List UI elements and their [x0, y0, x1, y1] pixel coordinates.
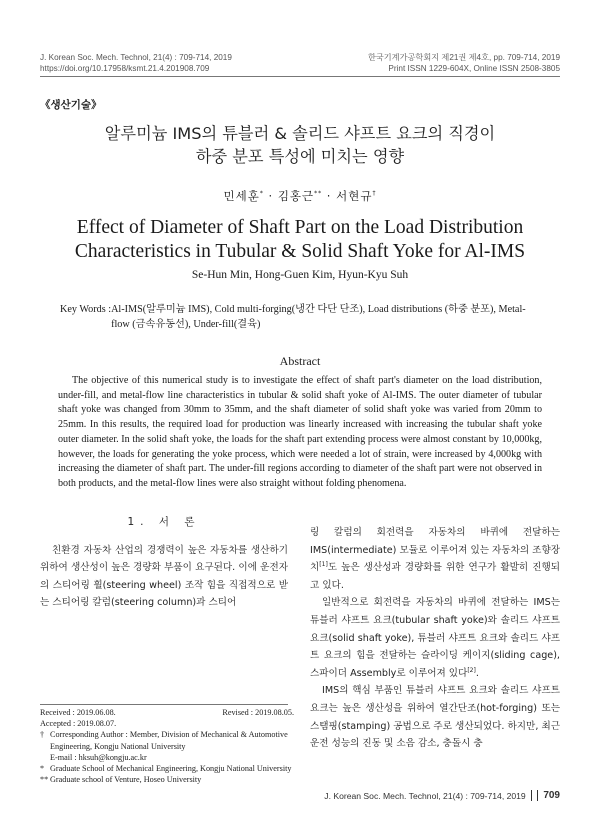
received-date: Received : 2019.06.08. — [40, 708, 116, 717]
intro-paragraph-2 — [310, 594, 560, 682]
author-2-mark: ** — [314, 190, 323, 198]
english-authors: Se-Hun Min, Hong-Guen Kim, Hyun-Kyu Suh — [191, 269, 409, 281]
author-2: 김홍근 — [277, 189, 315, 203]
footnotes — [40, 707, 294, 785]
journal-korean-citation: 한국기계가공학회지 제21권 제4호, pp. 709-714, 2019 — [367, 53, 560, 62]
paragraph-text: . — [475, 667, 479, 679]
keywords-label: Key Words : — [60, 304, 112, 315]
issn-info: Print ISSN 1229-604X, Online ISSN 2508-3805 — [388, 64, 560, 73]
reference-1[interactable]: [1] — [319, 561, 328, 568]
affiliation-note-1 — [40, 763, 294, 774]
footnote-divider — [40, 704, 288, 705]
email-note — [40, 752, 294, 763]
author-3: 서현규 — [336, 189, 373, 203]
intro-paragraph-3: IMS의 핵심 부품인 튜블러 샤프트 요크와 솔리드 샤프트 요크는 높은 생산성을 위하여 열간단조(hot-forging) 또는 스탬핑(stamping) 공법으로 주로 생산되었다. 하지만, 최근 운전 성능의 진동 및 소음 감소, 충돌시 충 — [310, 685, 560, 750]
section-tag: 《생산기술》 — [40, 99, 102, 111]
paragraph-text: 도 높은 생산성과 경량화를 위한 연구가 활발히 진행되고 있다. — [310, 562, 560, 591]
korean-title-line1: 알루미늄 IMS의 튜블러 & 솔리드 샤프트 요크의 직경이 — [104, 124, 496, 143]
folio-separator — [531, 790, 532, 801]
intro-paragraph-continued — [310, 524, 560, 594]
english-title-line2: Characteristics in Tubular & Solid Shaft Yoke for Al-IMS — [74, 241, 526, 262]
korean-title — [40, 122, 560, 168]
korean-title-line2: 하중 분포 특성에 미치는 영향 — [195, 147, 405, 166]
right-column — [310, 524, 560, 753]
keywords-text: Al-IMS(알루미늄 IMS), Cold multi-forging(냉간 다단 단조), Load distributions (하중 분포), Metal-flow (금속유동선), Under-fill(결육) — [111, 304, 526, 330]
article-dates — [40, 707, 294, 718]
intro-paragraph: 친환경 자동차 산업의 경쟁력이 높은 자동차를 생산하기 위하여 생산성이 높은 경량화 부품이 요구된다. 이에 운전자의 스티어링 휠(steering wheel) 조작 힘을 직접적으로 받는 스티어링 칼럼(steering column)과 스티어 — [40, 544, 288, 609]
journal-citation: J. Korean Soc. Mech. Technol, 21(4) : 709-714, 2019 — [40, 53, 232, 62]
introduction-heading: 1. 서 론 — [127, 516, 201, 528]
double-asterisk-mark: ** — [40, 775, 49, 785]
corresponding-author-text: Corresponding Author : Member, Division of Mechanical & Automotive Engineering, Kongju National University — [50, 730, 288, 751]
author-separator: · — [322, 189, 337, 203]
keywords — [60, 302, 542, 332]
affiliation-text-1: Graduate School of Mechanical Engineering, Kongju National University — [50, 764, 292, 774]
page-number: 709 — [543, 790, 560, 801]
spacer — [40, 752, 50, 763]
english-title-line1: Effect of Diameter of Shaft Part on the Load Distribution — [76, 217, 524, 238]
author-1-mark: * — [259, 190, 264, 198]
running-header — [40, 52, 560, 74]
page-footer — [40, 790, 560, 801]
revised-date: Revised : 2019.08.05. — [222, 708, 294, 717]
accepted-date: Accepted : 2019.08.07. — [40, 719, 117, 729]
korean-authors — [40, 188, 560, 204]
asterisk-mark: * — [40, 764, 45, 774]
author-separator: · — [263, 189, 278, 203]
affiliation-text-2: Graduate school of Venture, Hoseo University — [50, 775, 202, 785]
doi-link[interactable]: https://doi.org/10.17958/ksmt.21.4.201908.709 — [40, 64, 210, 73]
paragraph-text: 일반적으로 회전력을 자동차의 바퀴에 전달하는 IMS는 튜블러 샤프트 요크(tubular shaft yoke)와 솔리드 샤프트 요크(solid shaft yoke), 튜블러 샤프트 요크와 솔리드 샤프트 요크의 힘을 전달하는 슬라이딩 케이지(sliding cage), 스파이더 Assembly로 이루어져 있다 — [310, 597, 560, 679]
left-column — [40, 514, 288, 612]
header-divider — [40, 76, 560, 77]
footer-citation: J. Korean Soc. Mech. Technol, 21(4) : 709-714, 2019 — [324, 790, 526, 801]
abstract-title: Abstract — [279, 354, 321, 368]
english-title — [40, 216, 560, 264]
dagger-mark: † — [40, 730, 45, 740]
author-3-mark: † — [372, 190, 377, 198]
folio-separator — [537, 790, 538, 801]
affiliation-note-2 — [40, 774, 294, 785]
reference-2[interactable]: [2] — [467, 666, 476, 674]
paragraph-text: 링 칼럼의 회전력을 자동차의 바퀴에 전달하는 IMS(intermediate) 모듈로 이루어져 있는 자동차의 조향장치 — [310, 527, 560, 574]
abstract-text: The objective of this numerical study is to investigate the effect of shaft part's diameter on the load distribution, under-fill, and metal-flow line characteristics in tubular & solid shaft yoke of Al-IMS. The outer diameter of tubular shaft yoke was changed from 30mm to 35mm, and the shaft diameter of solid shaft yoke was varied from 20mm to 25mm. In this results, the required load for production was linearly increased with increasing the tubular shaft yoke outer diameter. In the solid shaft yoke, the loads for the shaft part extending process were almost constant by 10,000kg, however, the loads for generating the yoke process, which were needed a lot of strain, were increased by 4,000kg with increasing the diameter of shaft part. The under-fill regions according to diameter of the shaft part were not observed in both products, and the metal-flow lines were also straight without folding phenomena. — [58, 375, 542, 489]
author-email[interactable]: E-mail : hksuh@kongju.ac.kr — [50, 752, 147, 762]
author-1: 민세훈 — [223, 189, 260, 203]
corresponding-author-note — [40, 729, 294, 751]
